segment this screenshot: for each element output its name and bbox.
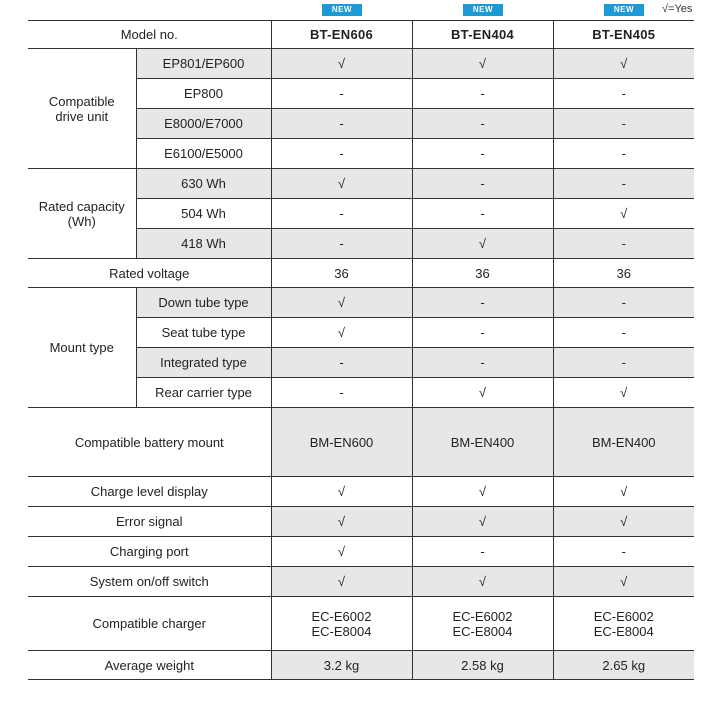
table-row (28, 49, 694, 79)
cell: EC-E6002 EC-E8004 (553, 597, 694, 651)
cell: √ (271, 477, 412, 507)
row-label: Compatible battery mount (28, 408, 271, 477)
cell: - (553, 169, 694, 199)
table-row (28, 597, 694, 651)
table-row (28, 477, 694, 507)
cell: 3.2 kg (271, 651, 412, 680)
row-label: Rear carrier type (136, 378, 271, 408)
row-label: Down tube type (136, 288, 271, 318)
table-row (28, 507, 694, 537)
new-badge: NEW (604, 4, 644, 16)
cell: √ (271, 288, 412, 318)
cell: - (412, 109, 553, 139)
cell: - (553, 288, 694, 318)
model-header: BT-EN405 (553, 21, 694, 49)
cell: - (412, 199, 553, 229)
cell: 36 (271, 259, 412, 288)
row-label: Charging port (28, 537, 271, 567)
cell: EC-E6002 EC-E8004 (271, 597, 412, 651)
cell: √ (271, 537, 412, 567)
cell: 2.58 kg (412, 651, 553, 680)
cell: √ (553, 507, 694, 537)
table-row (28, 288, 694, 318)
cell: √ (271, 169, 412, 199)
table-row (28, 537, 694, 567)
cell: √ (271, 49, 412, 79)
cell: √ (553, 378, 694, 408)
row-label: Compatible charger (28, 597, 271, 651)
cell: 36 (553, 259, 694, 288)
table-row (28, 651, 694, 680)
cell: - (271, 109, 412, 139)
row-label: EP800 (136, 79, 271, 109)
row-label: Rated voltage (28, 259, 271, 288)
row-label: 418 Wh (136, 229, 271, 259)
cell: EC-E6002 EC-E8004 (412, 597, 553, 651)
cell: - (553, 229, 694, 259)
header-row (28, 21, 694, 49)
cell: √ (271, 507, 412, 537)
row-label: Integrated type (136, 348, 271, 378)
cell: - (412, 169, 553, 199)
cell: √ (412, 49, 553, 79)
cell: √ (412, 378, 553, 408)
cell: BM-EN400 (553, 408, 694, 477)
cell: √ (271, 318, 412, 348)
legend-text: √=Yes (662, 3, 693, 15)
cell: - (271, 79, 412, 109)
cell: - (412, 537, 553, 567)
cell: √ (553, 477, 694, 507)
cell: √ (553, 567, 694, 597)
cell: 2.65 kg (553, 651, 694, 680)
cell: BM-EN400 (412, 408, 553, 477)
row-label: Charge level display (28, 477, 271, 507)
cell: - (412, 318, 553, 348)
row-label: E8000/E7000 (136, 109, 271, 139)
cell: - (553, 109, 694, 139)
new-badges-row (0, 0, 713, 20)
cell: - (271, 139, 412, 169)
row-label: 504 Wh (136, 199, 271, 229)
new-badge: NEW (463, 4, 503, 16)
model-header: BT-EN606 (271, 21, 412, 49)
cell: - (271, 199, 412, 229)
cell: √ (553, 199, 694, 229)
cell: √ (412, 507, 553, 537)
header-label: Model no. (28, 21, 271, 49)
cell: - (553, 318, 694, 348)
model-header: BT-EN404 (412, 21, 553, 49)
cell: - (553, 139, 694, 169)
group-label: Rated capacity (Wh) (28, 169, 136, 259)
cell: - (412, 139, 553, 169)
cell: - (553, 79, 694, 109)
spec-table (28, 20, 694, 680)
row-label: Average weight (28, 651, 271, 680)
row-label: E6100/E5000 (136, 139, 271, 169)
table-row (28, 567, 694, 597)
row-label: System on/off switch (28, 567, 271, 597)
cell: 36 (412, 259, 553, 288)
cell: - (553, 537, 694, 567)
row-label: EP801/EP600 (136, 49, 271, 79)
cell: - (412, 79, 553, 109)
new-badge: NEW (322, 4, 362, 16)
table-row (28, 408, 694, 477)
cell: √ (271, 567, 412, 597)
cell: - (271, 229, 412, 259)
group-label: Mount type (28, 288, 136, 408)
row-label: Error signal (28, 507, 271, 537)
row-label: 630 Wh (136, 169, 271, 199)
cell: √ (412, 477, 553, 507)
cell: - (271, 348, 412, 378)
table-row (28, 169, 694, 199)
cell: - (412, 288, 553, 318)
cell: √ (412, 229, 553, 259)
group-label: Compatible drive unit (28, 49, 136, 169)
cell: BM-EN600 (271, 408, 412, 477)
cell: - (553, 348, 694, 378)
cell: √ (412, 567, 553, 597)
table-row (28, 259, 694, 288)
cell: - (271, 378, 412, 408)
cell: - (412, 348, 553, 378)
row-label: Seat tube type (136, 318, 271, 348)
cell: √ (553, 49, 694, 79)
